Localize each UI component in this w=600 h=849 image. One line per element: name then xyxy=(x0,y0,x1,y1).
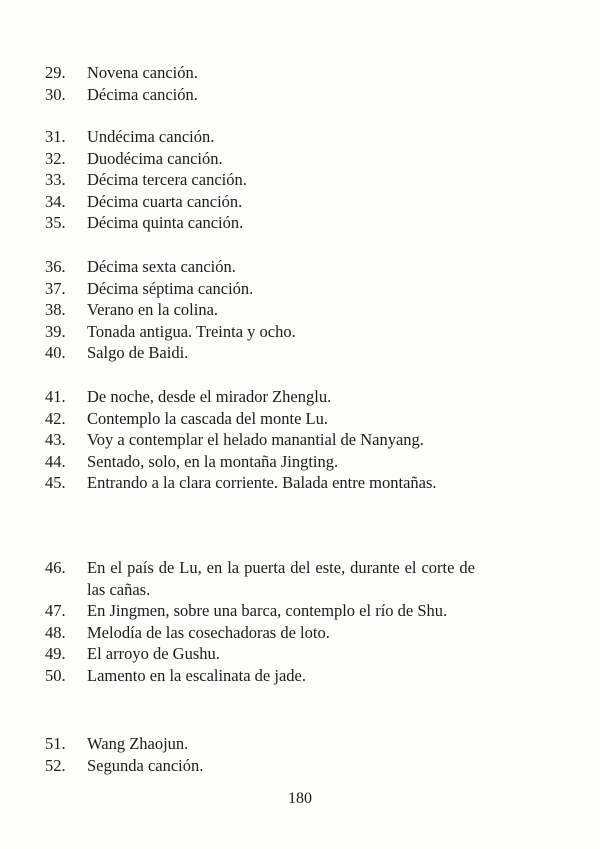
entry-group-2 xyxy=(45,126,475,234)
entry-title: Sentado, solo, en la montaña Jingting. xyxy=(87,451,339,471)
list-item xyxy=(45,126,475,148)
entry-group-6 xyxy=(45,733,475,776)
entry-title: Novena canción. xyxy=(87,63,198,82)
list-item xyxy=(45,408,475,430)
list-item xyxy=(45,665,475,687)
list-item xyxy=(45,643,475,665)
list-item xyxy=(45,622,475,644)
entry-number: 43. xyxy=(45,430,66,449)
entry-number: 46. xyxy=(45,558,66,577)
entry-title: Décima tercera canción. xyxy=(87,170,247,189)
entry-number: 47. xyxy=(45,601,66,620)
list-item xyxy=(45,342,475,364)
list-item xyxy=(45,299,475,321)
entry-number: 30. xyxy=(45,84,66,104)
entry-group-4 xyxy=(45,386,475,494)
entry-title: Décima sexta canción. xyxy=(87,257,236,276)
entry-title: Entrando a la clara corriente. Balada entre montañas. xyxy=(87,473,437,492)
list-item xyxy=(45,429,475,451)
entry-title: Voy a contemplar el helado manantial de Nanyang. xyxy=(87,430,424,449)
entry-title: Lamento en la escalinata de jade. xyxy=(87,665,306,685)
entry-group-3 xyxy=(45,256,475,364)
entry-number: 37. xyxy=(45,278,66,298)
entry-title: Segunda canción. xyxy=(87,755,204,775)
entry-number: 31. xyxy=(45,127,66,146)
entry-group-5 xyxy=(45,557,475,686)
list-item xyxy=(45,451,475,473)
entry-title: Duodécima canción. xyxy=(87,148,223,168)
entry-title: Décima cuarta canción. xyxy=(87,191,243,211)
page-number: 180 xyxy=(288,790,312,807)
entry-title: Décima quinta canción. xyxy=(87,213,244,232)
entry-number: 35. xyxy=(45,213,66,232)
list-item xyxy=(45,62,475,84)
entry-title: El arroyo de Gushu. xyxy=(87,644,220,663)
entry-title: Décima séptima canción. xyxy=(87,278,254,298)
list-item xyxy=(45,278,475,300)
entry-number: 42. xyxy=(45,408,66,428)
entry-number: 32. xyxy=(45,148,66,168)
list-item xyxy=(45,212,475,234)
entry-number: 33. xyxy=(45,170,66,189)
entry-group-1 xyxy=(45,62,475,105)
list-item xyxy=(45,386,475,408)
entry-number: 41. xyxy=(45,387,66,406)
list-item xyxy=(45,557,475,600)
entry-number: 38. xyxy=(45,300,66,319)
entry-number: 44. xyxy=(45,451,66,471)
entry-title: Décima canción. xyxy=(87,84,198,104)
list-item xyxy=(45,733,475,755)
entry-number: 40. xyxy=(45,343,66,362)
list-item xyxy=(45,169,475,191)
entry-number: 34. xyxy=(45,191,66,211)
entry-number: 36. xyxy=(45,257,66,276)
list-item xyxy=(45,84,475,106)
list-item xyxy=(45,321,475,343)
entry-number: 49. xyxy=(45,644,66,663)
entry-title: Melodía de las cosechadoras de loto. xyxy=(87,622,330,642)
list-item xyxy=(45,600,475,622)
entry-number: 45. xyxy=(45,473,66,492)
entry-number: 29. xyxy=(45,63,66,82)
entry-title: De noche, desde el mirador Zhenglu. xyxy=(87,387,332,406)
entry-title: Tonada antigua. Treinta y ocho. xyxy=(87,321,296,341)
entry-title: En el país de Lu, en la puerta del este, durante el corte de las cañas. xyxy=(87,558,475,599)
list-item xyxy=(45,472,475,494)
entry-number: 50. xyxy=(45,665,66,685)
entry-title: En Jingmen, sobre una barca, contemplo el río de Shu. xyxy=(87,601,448,620)
entry-number: 39. xyxy=(45,321,66,341)
entry-title: Wang Zhaojun. xyxy=(87,734,189,753)
entry-number: 52. xyxy=(45,755,66,775)
list-item xyxy=(45,256,475,278)
list-item xyxy=(45,191,475,213)
entry-number: 48. xyxy=(45,622,66,642)
list-item xyxy=(45,148,475,170)
entry-title: Salgo de Baidi. xyxy=(87,343,189,362)
entry-title: Contemplo la cascada del monte Lu. xyxy=(87,408,329,428)
entry-number: 51. xyxy=(45,734,66,753)
list-item xyxy=(45,755,475,777)
entry-title: Verano en la colina. xyxy=(87,300,219,319)
entry-title: Undécima canción. xyxy=(87,127,215,146)
